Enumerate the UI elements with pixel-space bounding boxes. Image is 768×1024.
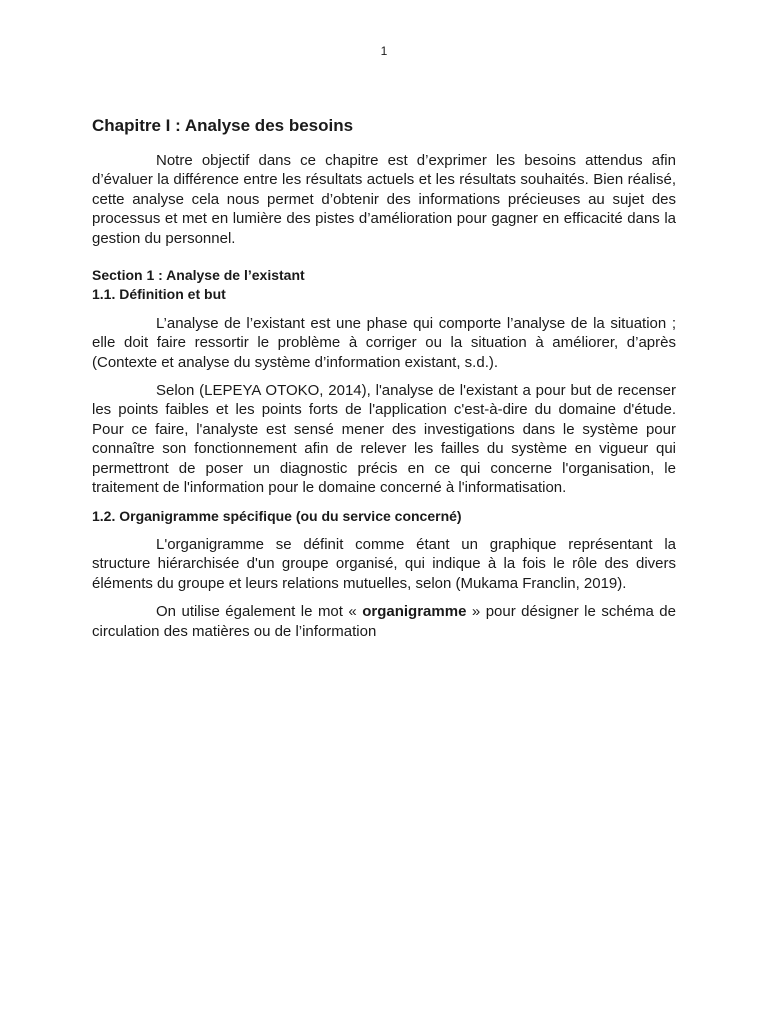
subsection-1-2-title: 1.2. Organigramme spécifique (ou du service concerné) <box>92 507 462 524</box>
subsection-1-1-title: 1.1. Définition et but <box>92 286 226 303</box>
selon-paragraph: Selon (LEPEYA OTOKO, 2014), l'analyse de l'existant a pour but de recenser les points faibles et les points forts de l'application c'est-à-dire du domaine d'étude. Pour ce faire, l'analyste est sensé mener des investigations dans le système pour connaître son fonctionnement afin de relever les failles du système en vigueur qui permettront de poser un diagnostic précis en ce qui concerne l'organisation, le traitement de l'information pour le domaine concerné à l'informatisation. <box>92 382 676 497</box>
page-number: 1 <box>380 44 388 58</box>
organigramme-definition-paragraph: L'organigramme se définit comme étant un graphique représentant la structure hiérarchisée d'un groupe organisé, qui indique à la fois le rôle des divers éléments du groupe et leurs relations mutuelles, selon (Mukama Franclin, 2019). <box>92 535 676 592</box>
chapter-title: Chapitre I : Analyse des besoins <box>92 116 354 135</box>
section-1-title: Section 1 : Analyse de l’existant <box>92 267 305 284</box>
usage-text-after: » pour désigner le schéma de circulation des matières ou de l’information <box>92 603 676 640</box>
definition-paragraph: L’analyse de l’existant est une phase qui comporte l’analyse de la situation ; elle doit faire ressortir le problème à corriger ou la situation à améliorer, d’après (Contexte et analyse du système d’information existant, s.d.). <box>92 314 676 371</box>
usage-text-before: On utilise également le mot « <box>156 603 363 621</box>
page-content <box>92 114 676 641</box>
intro-paragraph: Notre objectif dans ce chapitre est d’exprimer les besoins attendus afin d’évaluer la différence entre les résultats actuels et les résultats souhaités. Bien réalisé, cette analyse cela nous permet d’obtenir des informations précieuses au sujet des processus et met en lumière des pistes d’amélioration pour gagner en efficacité dans la gestion du personnel. <box>92 152 676 247</box>
organigramme-usage-paragraph <box>92 602 676 641</box>
usage-bold-term: organigramme <box>362 603 467 621</box>
